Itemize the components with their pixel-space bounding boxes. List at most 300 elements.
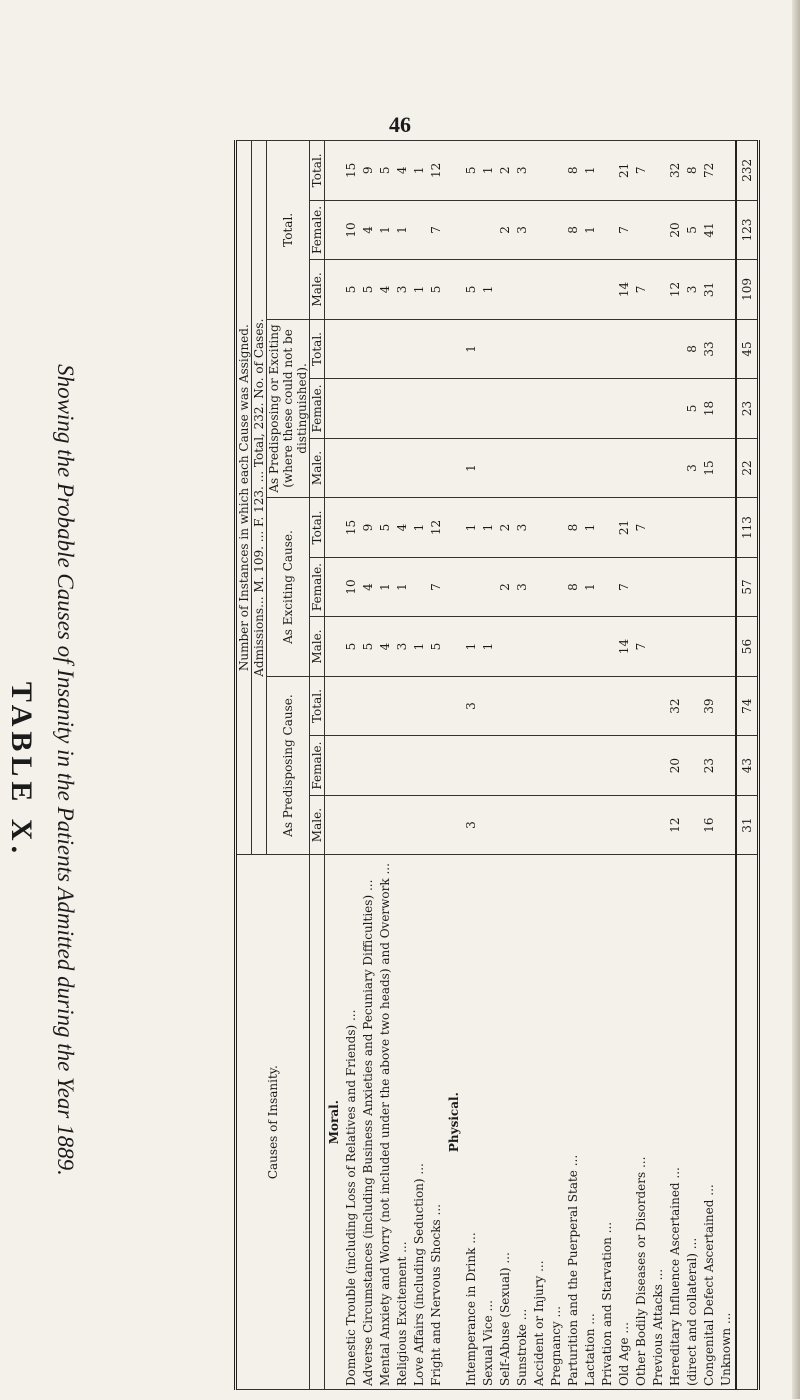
count-cell: [394, 676, 411, 736]
count-cell: [411, 676, 428, 736]
count-cell: [718, 438, 736, 498]
cause-cell: Domestic Trouble (including Loss of Relatives and Friends) ...: [343, 855, 360, 1390]
count-cell: [548, 736, 565, 796]
count-cell: [650, 319, 667, 379]
count-cell: 4: [394, 141, 411, 201]
count-cell: 5: [428, 617, 445, 677]
table-row: [616, 141, 633, 1390]
cause-cell: Fright and Nervous Shocks ...: [428, 855, 445, 1390]
count-cell: 5: [360, 617, 377, 677]
count-cell: 32: [667, 676, 684, 736]
count-cell: 14: [616, 617, 633, 677]
count-cell: [667, 617, 684, 677]
count-cell: [565, 379, 582, 439]
count-cell: [718, 379, 736, 439]
count-cell: [582, 379, 599, 439]
table-label: TABLE X.: [5, 681, 38, 859]
empty-cell: [325, 260, 344, 320]
count-cell: 5: [463, 260, 480, 320]
count-cell: 72: [701, 141, 718, 201]
count-cell: [667, 438, 684, 498]
count-cell: [633, 736, 650, 796]
count-cell: 113: [736, 498, 759, 558]
count-cell: [377, 438, 394, 498]
count-cell: 1: [411, 498, 428, 558]
count-cell: [565, 795, 582, 855]
cause-cell: Hereditary Influence Ascertained ...: [667, 855, 684, 1390]
cause-cell: Self-Abuse (Sexual) ...: [497, 855, 514, 1390]
count-cell: [343, 379, 360, 439]
admissions-label: Admissions...: [252, 596, 266, 677]
subcol-header: Total.: [310, 319, 325, 379]
count-cell: 12: [667, 795, 684, 855]
count-cell: [599, 200, 616, 260]
count-cell: [514, 379, 531, 439]
count-cell: 5: [377, 141, 394, 201]
count-cell: [480, 736, 497, 796]
count-cell: [684, 557, 701, 617]
count-cell: [616, 795, 633, 855]
count-cell: 1: [582, 200, 599, 260]
subcol-header: Male.: [310, 438, 325, 498]
count-cell: [565, 438, 582, 498]
cause-cell: Love Affairs (including Seduction) ...: [411, 855, 428, 1390]
cause-column-header: Causes of Insanity.: [236, 855, 310, 1390]
count-cell: [463, 557, 480, 617]
count-cell: [411, 379, 428, 439]
count-cell: [377, 795, 394, 855]
count-cell: 12: [667, 260, 684, 320]
count-cell: [599, 557, 616, 617]
count-cell: 1: [463, 617, 480, 677]
count-cell: 7: [633, 141, 650, 201]
table-row: [463, 141, 480, 1390]
table-row: [548, 141, 565, 1390]
count-cell: 5: [360, 260, 377, 320]
admissions-detail: M. 109. ... F. 123. ... Total, 232.: [252, 402, 266, 593]
count-cell: [701, 498, 718, 558]
count-cell: 4: [377, 260, 394, 320]
count-cell: 7: [616, 557, 633, 617]
count-cell: [411, 557, 428, 617]
count-cell: [360, 676, 377, 736]
cause-cell: Other Bodily Diseases or Disorders ...: [633, 855, 650, 1390]
count-cell: [480, 438, 497, 498]
empty-cell: [325, 736, 344, 796]
count-cell: [343, 676, 360, 736]
count-cell: [480, 557, 497, 617]
count-cell: 3: [684, 438, 701, 498]
cause-cell: Adverse Circumstances (including Business Anxieties and Pecuniary Difficulties) ...: [360, 855, 377, 1390]
count-cell: [514, 617, 531, 677]
count-cell: [497, 319, 514, 379]
empty-cell: [445, 141, 463, 201]
group-total: Total.: [267, 141, 310, 320]
cause-cell: Lactation ...: [582, 855, 599, 1390]
count-cell: [701, 557, 718, 617]
count-cell: [531, 379, 548, 439]
count-cell: [599, 617, 616, 677]
count-cell: [480, 379, 497, 439]
count-cell: [718, 795, 736, 855]
cause-cell: Unknown ...: [718, 855, 736, 1390]
count-cell: [599, 438, 616, 498]
cause-cell: Intemperance in Drink ...: [463, 855, 480, 1390]
count-cell: [650, 200, 667, 260]
count-cell: 1: [480, 260, 497, 320]
count-cell: [582, 676, 599, 736]
count-cell: [599, 260, 616, 320]
count-cell: [514, 319, 531, 379]
count-cell: [565, 676, 582, 736]
count-cell: [411, 795, 428, 855]
count-cell: 7: [633, 260, 650, 320]
count-cell: [394, 438, 411, 498]
section-row: [325, 141, 344, 1390]
causes-table: [234, 140, 760, 1390]
admissions-header: [252, 141, 267, 855]
count-cell: [531, 795, 548, 855]
count-cell: [650, 141, 667, 201]
count-cell: 3: [463, 795, 480, 855]
count-cell: 4: [360, 200, 377, 260]
empty-cell: [445, 260, 463, 320]
count-cell: [565, 617, 582, 677]
empty-cell: [445, 617, 463, 677]
count-cell: 4: [377, 617, 394, 677]
count-cell: [514, 736, 531, 796]
subcol-header: Female.: [310, 200, 325, 260]
count-cell: [616, 676, 633, 736]
count-cell: [463, 736, 480, 796]
count-cell: [377, 379, 394, 439]
empty-cell: [325, 795, 344, 855]
count-cell: 9: [360, 141, 377, 201]
table-row: [718, 141, 736, 1390]
count-cell: 1: [377, 200, 394, 260]
count-cell: [667, 557, 684, 617]
table-row: [480, 141, 497, 1390]
table-row: [411, 141, 428, 1390]
count-cell: 3: [514, 498, 531, 558]
empty-cell: [445, 319, 463, 379]
count-cell: 1: [480, 617, 497, 677]
count-cell: 8: [565, 141, 582, 201]
empty-cell: [445, 498, 463, 558]
section-heading: Moral.: [325, 855, 344, 1390]
empty-cell: [445, 795, 463, 855]
count-cell: 1: [394, 200, 411, 260]
count-cell: 23: [701, 736, 718, 796]
subcol-header: Female.: [310, 379, 325, 439]
count-cell: 33: [701, 319, 718, 379]
count-cell: 1: [463, 498, 480, 558]
count-cell: [548, 379, 565, 439]
count-cell: [531, 557, 548, 617]
count-cell: [548, 260, 565, 320]
count-cell: [718, 319, 736, 379]
empty-cell: [445, 379, 463, 439]
count-cell: 10: [343, 200, 360, 260]
count-cell: [718, 498, 736, 558]
count-cell: [548, 141, 565, 201]
count-cell: [428, 379, 445, 439]
group-predisposing-or-exciting: As Predisposing or Exciting (where these could not be distinguished).: [267, 319, 310, 498]
count-cell: [428, 795, 445, 855]
count-cell: [514, 438, 531, 498]
table-row: [650, 141, 667, 1390]
group-exciting: As Exciting Cause.: [267, 498, 310, 677]
count-cell: 9: [360, 498, 377, 558]
count-cell: 8: [684, 319, 701, 379]
count-cell: [343, 438, 360, 498]
count-cell: [718, 676, 736, 736]
count-cell: 5: [684, 379, 701, 439]
count-cell: [650, 795, 667, 855]
subcol-header: Female.: [310, 736, 325, 796]
count-cell: 12: [428, 498, 445, 558]
count-cell: [531, 498, 548, 558]
count-cell: [377, 676, 394, 736]
empty-cell: [325, 141, 344, 201]
count-cell: [684, 736, 701, 796]
count-cell: [497, 676, 514, 736]
count-cell: 15: [701, 438, 718, 498]
count-cell: [582, 795, 599, 855]
count-cell: [684, 617, 701, 677]
count-cell: 1: [411, 141, 428, 201]
count-cell: [343, 795, 360, 855]
table-row: [377, 141, 394, 1390]
empty-cell: [325, 498, 344, 558]
count-cell: 8: [565, 498, 582, 558]
count-cell: 16: [701, 795, 718, 855]
count-cell: [497, 617, 514, 677]
subcol-header: Total.: [310, 676, 325, 736]
count-cell: 8: [565, 557, 582, 617]
count-cell: [548, 438, 565, 498]
count-cell: [531, 438, 548, 498]
count-cell: [650, 736, 667, 796]
empty-cell: [445, 676, 463, 736]
count-cell: 31: [701, 260, 718, 320]
count-cell: [343, 736, 360, 796]
blank-subhead: [310, 855, 325, 1390]
cause-cell: Accident or Injury ...: [531, 855, 548, 1390]
empty-cell: [325, 379, 344, 439]
count-cell: [718, 736, 736, 796]
count-cell: [582, 438, 599, 498]
count-cell: [463, 200, 480, 260]
count-cell: 14: [616, 260, 633, 320]
count-cell: 57: [736, 557, 759, 617]
count-cell: [616, 379, 633, 439]
count-cell: [548, 498, 565, 558]
count-cell: 7: [616, 200, 633, 260]
subcol-header: Female.: [310, 557, 325, 617]
table-row: [360, 141, 377, 1390]
count-cell: 5: [343, 260, 360, 320]
rotated-table-sheet: [0, 140, 800, 1400]
count-cell: 56: [736, 617, 759, 677]
table-row: [514, 141, 531, 1390]
count-cell: [548, 617, 565, 677]
count-cell: 7: [633, 498, 650, 558]
table-row: [633, 141, 650, 1390]
empty-cell: [325, 319, 344, 379]
count-cell: 4: [360, 557, 377, 617]
count-cell: [599, 379, 616, 439]
count-cell: 2: [497, 200, 514, 260]
count-cell: [701, 617, 718, 677]
count-cell: [428, 736, 445, 796]
count-cell: [650, 438, 667, 498]
count-cell: [599, 795, 616, 855]
count-cell: [394, 736, 411, 796]
count-cell: 5: [463, 141, 480, 201]
table-row: [428, 141, 445, 1390]
empty-cell: [325, 557, 344, 617]
count-cell: [565, 736, 582, 796]
count-cell: 22: [736, 438, 759, 498]
count-cell: [394, 379, 411, 439]
count-cell: [497, 795, 514, 855]
count-cell: 3: [394, 617, 411, 677]
count-cell: [633, 676, 650, 736]
count-cell: [360, 319, 377, 379]
count-cell: [343, 319, 360, 379]
count-cell: 8: [565, 200, 582, 260]
count-cell: [463, 379, 480, 439]
count-cell: [633, 319, 650, 379]
empty-cell: [445, 438, 463, 498]
count-cell: 2: [497, 498, 514, 558]
count-cell: [718, 141, 736, 201]
empty-cell: [445, 200, 463, 260]
count-cell: 3: [514, 141, 531, 201]
count-cell: [599, 498, 616, 558]
count-cell: [394, 795, 411, 855]
count-cell: [565, 319, 582, 379]
count-cell: [633, 795, 650, 855]
count-cell: 74: [736, 676, 759, 736]
count-cell: [582, 319, 599, 379]
count-cell: [718, 557, 736, 617]
count-cell: [377, 736, 394, 796]
count-cell: [411, 736, 428, 796]
count-cell: 3: [684, 260, 701, 320]
count-cell: 20: [667, 200, 684, 260]
count-cell: 23: [736, 379, 759, 439]
count-cell: 5: [377, 498, 394, 558]
empty-cell: [325, 676, 344, 736]
count-cell: [497, 736, 514, 796]
count-cell: [428, 319, 445, 379]
subcol-header: Male.: [310, 795, 325, 855]
count-cell: [497, 438, 514, 498]
count-cell: [428, 438, 445, 498]
count-cell: 39: [701, 676, 718, 736]
count-cell: [616, 736, 633, 796]
count-cell: [360, 438, 377, 498]
count-cell: [548, 200, 565, 260]
cause-cell: Parturition and the Puerperal State ...: [565, 855, 582, 1390]
count-cell: 15: [343, 141, 360, 201]
count-cell: 4: [394, 498, 411, 558]
cause-cell: Mental Anxiety and Worry (not included under the above two heads) and Overwork ...: [377, 855, 394, 1390]
table-row: [736, 141, 759, 1390]
count-cell: 123: [736, 200, 759, 260]
count-cell: [599, 736, 616, 796]
count-cell: 1: [480, 498, 497, 558]
count-cell: [718, 260, 736, 320]
count-cell: [718, 617, 736, 677]
count-cell: [360, 379, 377, 439]
subcol-header: Total.: [310, 141, 325, 201]
count-cell: [531, 736, 548, 796]
cause-cell: Old Age ...: [616, 855, 633, 1390]
count-cell: 7: [428, 200, 445, 260]
count-cell: [497, 379, 514, 439]
section-row: [445, 141, 463, 1390]
count-cell: 1: [411, 617, 428, 677]
count-cell: [616, 319, 633, 379]
count-cell: 7: [428, 557, 445, 617]
count-cell: [582, 617, 599, 677]
cause-cell: [736, 855, 759, 1390]
count-cell: 3: [514, 200, 531, 260]
count-cell: [531, 676, 548, 736]
count-cell: [548, 676, 565, 736]
instances-caption: Number of Instances in which each Cause was Assigned.: [236, 141, 252, 855]
count-cell: 5: [428, 260, 445, 320]
cause-cell: Privation and Starvation ...: [599, 855, 616, 1390]
count-cell: 12: [428, 141, 445, 201]
count-cell: 3: [514, 557, 531, 617]
count-cell: 31: [736, 795, 759, 855]
count-cell: [650, 676, 667, 736]
count-cell: 43: [736, 736, 759, 796]
count-cell: 15: [343, 498, 360, 558]
count-cell: 1: [463, 319, 480, 379]
count-cell: [377, 319, 394, 379]
count-cell: 21: [616, 498, 633, 558]
count-cell: [667, 379, 684, 439]
empty-cell: [445, 736, 463, 796]
count-cell: [497, 260, 514, 320]
group-predisposing: As Predisposing Cause.: [267, 676, 310, 855]
count-cell: 20: [667, 736, 684, 796]
cause-cell: Pregnancy ...: [548, 855, 565, 1390]
subcol-header: Male.: [310, 260, 325, 320]
count-cell: [599, 319, 616, 379]
count-cell: 1: [582, 557, 599, 617]
empty-cell: [445, 557, 463, 617]
table-row: [701, 141, 718, 1390]
section-heading: Physical.: [445, 855, 463, 1390]
count-cell: 3: [394, 260, 411, 320]
count-cell: [667, 319, 684, 379]
table-row: [599, 141, 616, 1390]
table-title: Showing the Probable Causes of Insanity in the Patients Admitted during the Year 1889.: [53, 364, 78, 1176]
count-cell: [360, 795, 377, 855]
count-cell: [548, 319, 565, 379]
table-row: [684, 141, 701, 1390]
count-cell: [411, 438, 428, 498]
count-cell: 10: [343, 557, 360, 617]
cause-cell: Previous Attacks ...: [650, 855, 667, 1390]
count-cell: [650, 260, 667, 320]
